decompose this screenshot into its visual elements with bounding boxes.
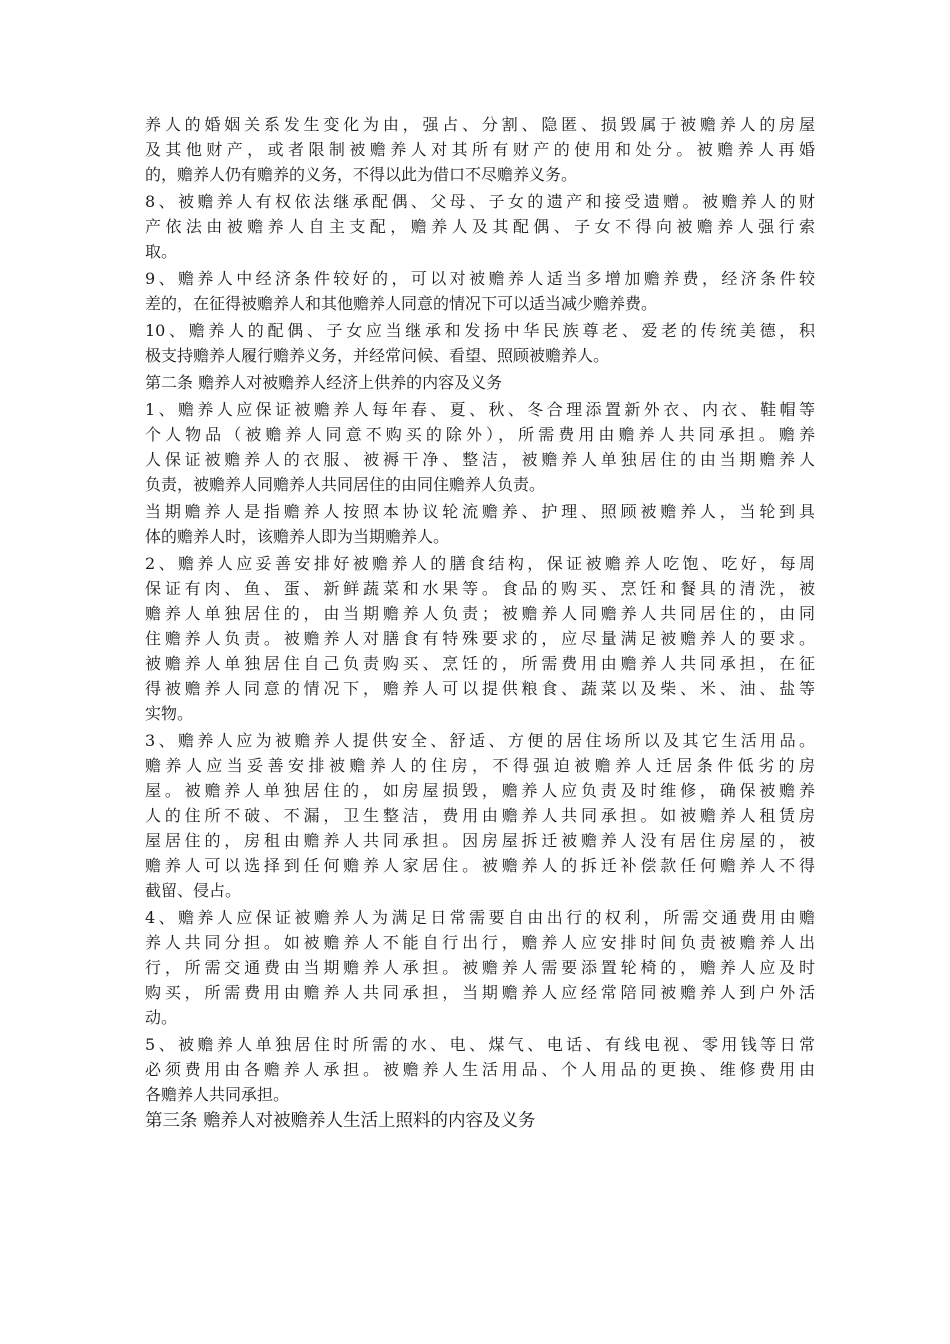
text-line: 屋居住的，房租由赡养人共同承担。因房屋拆迁被赡养人没有居住房屋的，被 [145, 831, 815, 850]
document-page [145, 112, 815, 1134]
text-line: 赡养人单独居住的，由当期赡养人负责；被赡养人同赡养人共同居住的，由同 [145, 604, 815, 623]
text-line: 人的住所不破、不漏，卫生整洁，费用由赡养人共同承担。如被赡养人租赁房 [145, 806, 815, 825]
text-line: 被赡养人单独居住自己负责购买、烹饪的，所需费用由赡养人共同承担，在征 [145, 654, 815, 673]
text-line: 8、被赡养人有权依法继承配偶、父母、子女的遗产和接受遗赠。被赡养人的财 [145, 192, 815, 211]
text-line: 保证有肉、鱼、蛋、新鲜蔬菜和水果等。食品的购买、烹饪和餐具的清洗，被 [145, 579, 815, 598]
text-line: 截留、侵占。 [145, 881, 242, 900]
text-line: 屋。被赡养人单独居住的，如房屋损毁，赡养人应负责及时维修，确保被赡养 [145, 781, 815, 800]
text-line: 5、被赡养人单独居住时所需的水、电、煤气、电话、有线电视、零用钱等日常 [145, 1035, 815, 1054]
text-line: 取。 [145, 242, 178, 261]
text-line: 负责，被赡养人同赡养人共同居住的由同住赡养人负责。 [145, 475, 546, 494]
text-line: 得被赡养人同意的情况下，赡养人可以提供粮食、蔬菜以及柴、米、油、盐等 [145, 679, 815, 698]
text-line: 差的，在征得被赡养人和其他赡养人同意的情况下可以适当减少赡养费。 [145, 294, 658, 313]
text-line: 养人共同分担。如被赡养人不能自行出行，赡养人应安排时间负责被赡养人出 [145, 933, 815, 952]
text-line: 人保证被赡养人的衣服、被褥干净、整洁，被赡养人单独居住的由当期赡养人 [145, 450, 815, 469]
text-line: 各赡养人共同承担。 [145, 1085, 290, 1104]
text-line: 赡养人应当妥善安排被赡养人的住房，不得强迫被赡养人迁居条件低劣的房 [145, 756, 815, 775]
text-line: 赡养人可以选择到任何赡养人家居住。被赡养人的拆迁补偿款任何赡养人不得 [145, 856, 815, 875]
text-line: 的，赡养人仍有赡养的义务，不得以此为借口不尽赡养义务。 [145, 165, 578, 184]
text-line: 极支持赡养人履行赡养义务，并经常问候、看望、照顾被赡养人。 [145, 346, 610, 365]
text-line: 2、赡养人应妥善安排好被赡养人的膳食结构，保证被赡养人吃饱、吃好，每周 [145, 554, 815, 573]
text-line: 3、赡养人应为被赡养人提供安全、舒适、方便的居住场所以及其它生活用品。 [145, 731, 815, 750]
text-line: 养人的婚姻关系发生变化为由，强占、分割、隐匿、损毁属于被赡养人的房屋 [145, 115, 815, 134]
text-line: 4、赡养人应保证被赡养人为满足日常需要自由出行的权利，所需交通费用由赡 [145, 908, 815, 927]
text-line: 动。 [145, 1008, 178, 1027]
text-line: 购买，所需费用由赡养人共同承担，当期赡养人应经常陪同被赡养人到户外活 [145, 983, 815, 1002]
text-line: 1、赡养人应保证被赡养人每年春、夏、秋、冬合理添置新外衣、内衣、鞋帽等 [145, 400, 815, 419]
text-line: 体的赡养人时，该赡养人即为当期赡养人。 [145, 527, 450, 546]
text-line: 实物。 [145, 704, 194, 723]
text-line: 行，所需交通费由当期赡养人承担。被赡养人需要添置轮椅的，赡养人应及时 [145, 958, 815, 977]
text-line: 必须费用由各赡养人承担。被赡养人生活用品、个人用品的更换、维修费用由 [145, 1060, 815, 1079]
text-line: 当期赡养人是指赡养人按照本协议轮流赡养、护理、照顾被赡养人，当轮到具 [145, 502, 815, 521]
section-heading: 第三条 赡养人对被赡养人生活上照料的内容及义务 [145, 1111, 536, 1131]
text-line: 个人物品（被赡养人同意不购买的除外），所需费用由赡养人共同承担。赡养 [145, 425, 815, 444]
text-line: 9、赡养人中经济条件较好的，可以对被赡养人适当多增加赡养费，经济条件较 [145, 269, 815, 288]
text-line: 10、赡养人的配偶、子女应当继承和发扬中华民族尊老、爱老的传统美德，积 [145, 321, 815, 340]
text-line: 产依法由被赡养人自主支配，赡养人及其配偶、子女不得向被赡养人强行索 [145, 217, 815, 236]
section-heading: 第二条 赡养人对被赡养人经济上供养的内容及义务 [145, 373, 503, 392]
text-line: 住赡养人负责。被赡养人对膳食有特殊要求的，应尽量满足被赡养人的要求。 [145, 629, 815, 648]
text-line: 及其他财产，或者限制被赡养人对其所有财产的使用和处分。被赡养人再婚 [145, 140, 815, 159]
